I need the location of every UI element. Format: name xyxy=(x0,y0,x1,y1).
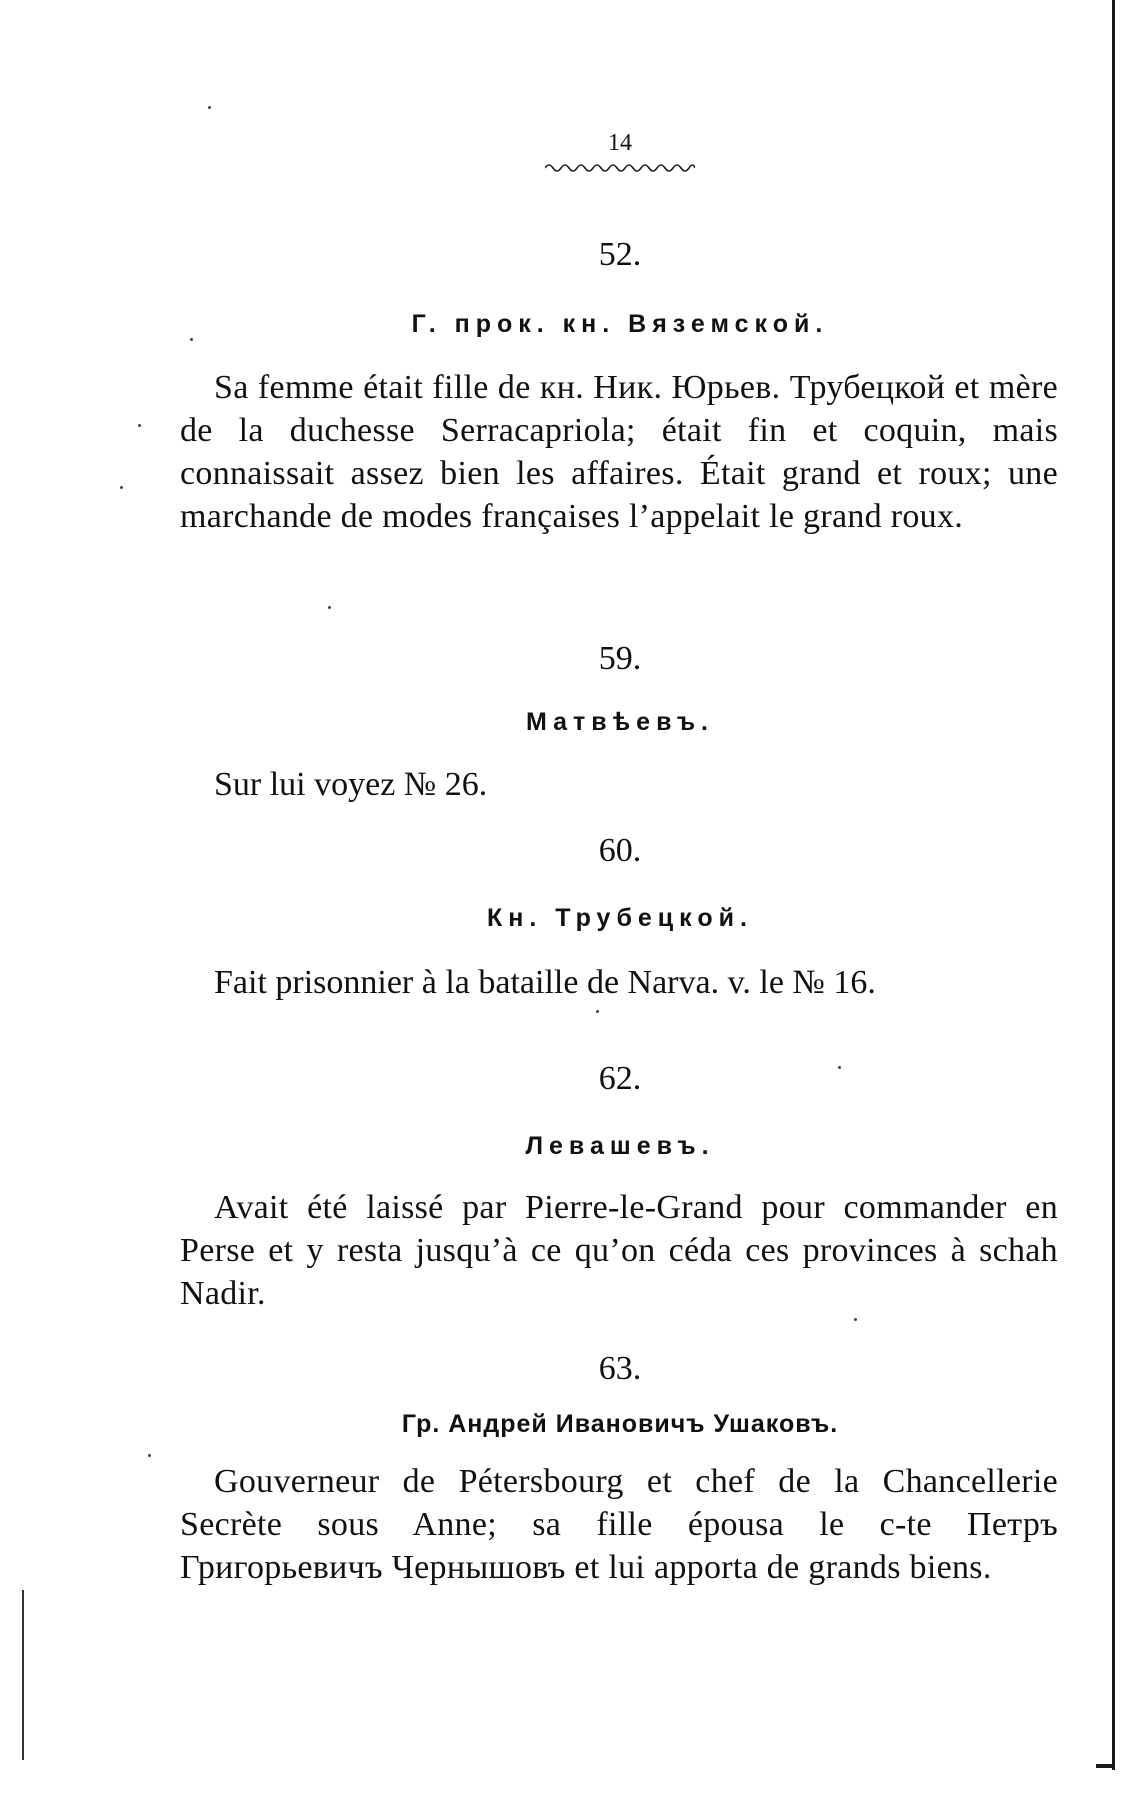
entry-text: Fait prisonnier à la bataille de Narva. v. le № 16. xyxy=(214,964,876,1001)
entry-text: Gouverneur de Pétersbourg et chef de la Chancellerie Secrète sous Anne; sa fille épousa le c-te Петръ Григорьевичъ Чернышовъ et lui apporta de grands biens. xyxy=(180,1463,1058,1586)
entry-text: Sa femme était fille de кн. Ник. Юрьев. Трубецкой et mère de la duchesse Serracapriola; était fin et coquin, mais connaissait assez bien les affaires. Était grand et roux; une marchande de modes françaises l’appelait le grand roux. xyxy=(180,369,1058,535)
entry-number: 63. xyxy=(598,1350,642,1387)
scan-speck xyxy=(208,106,211,109)
page-edge-foot xyxy=(1096,1764,1115,1768)
entry-name: Гр. Андрей Ивановичъ Ушаковъ. xyxy=(401,1410,839,1438)
entry-number: 52. xyxy=(598,236,642,273)
scan-speck xyxy=(190,338,193,341)
entry-text: Sur lui voyez № 26. xyxy=(214,766,488,803)
entry-number: 60. xyxy=(598,832,642,869)
entry-number: 59. xyxy=(598,640,642,677)
left-margin-rule xyxy=(22,1590,24,1760)
scan-speck xyxy=(120,486,123,489)
wavy-ornament xyxy=(545,160,695,174)
entry-name: Левашевъ. xyxy=(525,1132,715,1160)
entry-number: 62. xyxy=(598,1060,642,1097)
scan-speck xyxy=(148,1454,151,1457)
scan-speck xyxy=(838,1066,841,1069)
entry-name: Матвѣевъ. xyxy=(525,708,715,736)
entry-name: Кн. Трубецкой. xyxy=(487,904,753,932)
entry-name: Г. прок. кн. Вяземской. xyxy=(411,310,829,338)
page-edge-rule xyxy=(1112,0,1115,1770)
entry-text: Avait été laissé par Pierre-le-Grand pour commander en Perse et y resta jusqu’à ce qu’on céda ces provinces à schah Nadir. xyxy=(180,1189,1058,1312)
scan-speck xyxy=(854,1318,857,1321)
scan-speck xyxy=(328,606,331,609)
scan-speck xyxy=(596,1010,599,1013)
page-number: 14 xyxy=(608,130,632,156)
scan-speck xyxy=(138,424,141,427)
